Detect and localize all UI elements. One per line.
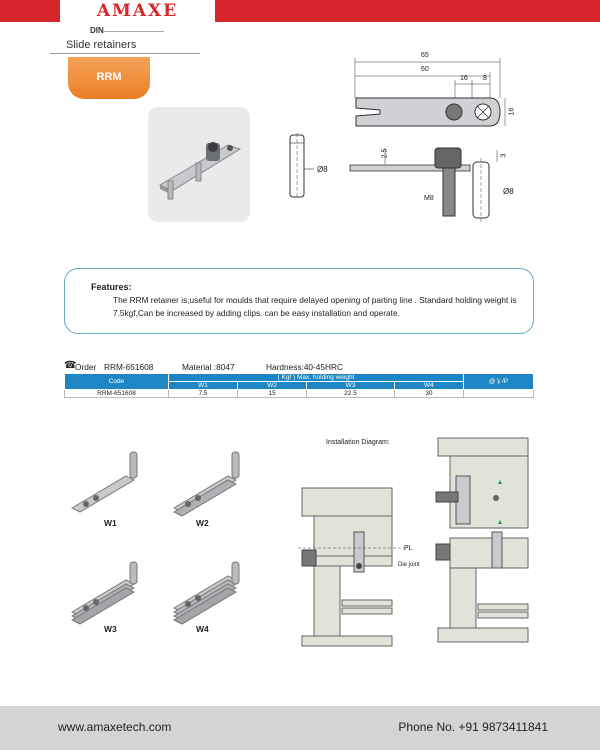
installation-mould-open xyxy=(434,436,534,646)
dim-16-height: 16 xyxy=(508,107,516,116)
dim-3: 3 xyxy=(500,153,508,158)
phone-icon: ☎ xyxy=(64,360,77,371)
pin-drawing xyxy=(282,133,322,213)
category-title: Slide retainers xyxy=(66,39,137,51)
variant-w3-label: W3 xyxy=(104,624,117,634)
price-header: @￥/P xyxy=(464,374,534,390)
phone-number: Phone No. +91 9873411841 xyxy=(398,720,548,734)
website-link[interactable]: www.amaxetech.com xyxy=(58,720,172,734)
dim-60: 60 xyxy=(421,66,429,73)
top-view-drawing xyxy=(350,50,520,150)
divider xyxy=(50,53,200,54)
row-w4: 30 xyxy=(394,390,463,398)
installation-title: Installation Diagram: xyxy=(326,439,390,446)
features-text: The RRM retainer is,useful for moulds that require delayed opening of parting line . Standard holding weight is 7.5kgf,Can be increased by adding clips. can be easy installation and operate. xyxy=(113,295,517,318)
installation-mould-closed xyxy=(298,488,408,648)
side-diameter-label: Ø8 xyxy=(503,187,514,196)
die-joint-label: Die joint xyxy=(398,562,420,568)
order-label: Order xyxy=(75,362,97,372)
variant-w3-drawing xyxy=(68,562,158,632)
pin-diameter-label: Ø8 xyxy=(317,165,328,174)
table-row xyxy=(65,390,534,398)
brand-logo: AMAXE xyxy=(60,0,215,22)
side-view-drawing xyxy=(345,140,515,220)
variant-w1-label: W1 xyxy=(104,518,117,528)
variant-w2-drawing xyxy=(170,450,260,520)
row-price xyxy=(464,390,534,398)
retainer-photo-drawing xyxy=(148,107,250,222)
spec-table xyxy=(64,373,534,398)
material-label: Material :8047 xyxy=(182,362,235,372)
parting-line-label: PL xyxy=(404,545,413,552)
row-w1: 7.5 xyxy=(169,390,238,398)
thread-label: M8 xyxy=(424,195,434,202)
variant-w1-drawing xyxy=(68,450,158,520)
dim-8: 8 xyxy=(483,75,487,82)
col-w1: W1 xyxy=(169,382,238,390)
row-w3: 22.5 xyxy=(307,390,395,398)
features-title: Features: xyxy=(91,282,132,292)
row-w2: 15 xyxy=(238,390,307,398)
weight-header: ( Kgf ) Max. holding weight xyxy=(169,374,464,382)
row-code: RRM-651608 xyxy=(65,390,169,398)
din-label: DIN xyxy=(90,26,104,35)
col-w3: W3 xyxy=(307,382,395,390)
hardness-label: Hardness:40-45HRC xyxy=(266,362,344,372)
order-value: RRM-651608 xyxy=(104,362,154,372)
dim-65: 65 xyxy=(421,52,429,59)
features-box xyxy=(64,268,534,334)
col-w4: W4 xyxy=(394,382,463,390)
variant-w2-label: W2 xyxy=(196,518,209,528)
code-header: Code xyxy=(65,374,169,390)
product-photo xyxy=(148,107,250,222)
product-tab: RRM xyxy=(68,57,150,99)
dim-2-5: 2.5 xyxy=(381,148,389,159)
dim-16: 16 xyxy=(460,75,468,82)
footer xyxy=(0,706,600,750)
divider xyxy=(104,31,164,32)
col-w2: W2 xyxy=(238,382,307,390)
variant-w4-drawing xyxy=(170,562,260,632)
variant-w4-label: W4 xyxy=(196,624,209,634)
